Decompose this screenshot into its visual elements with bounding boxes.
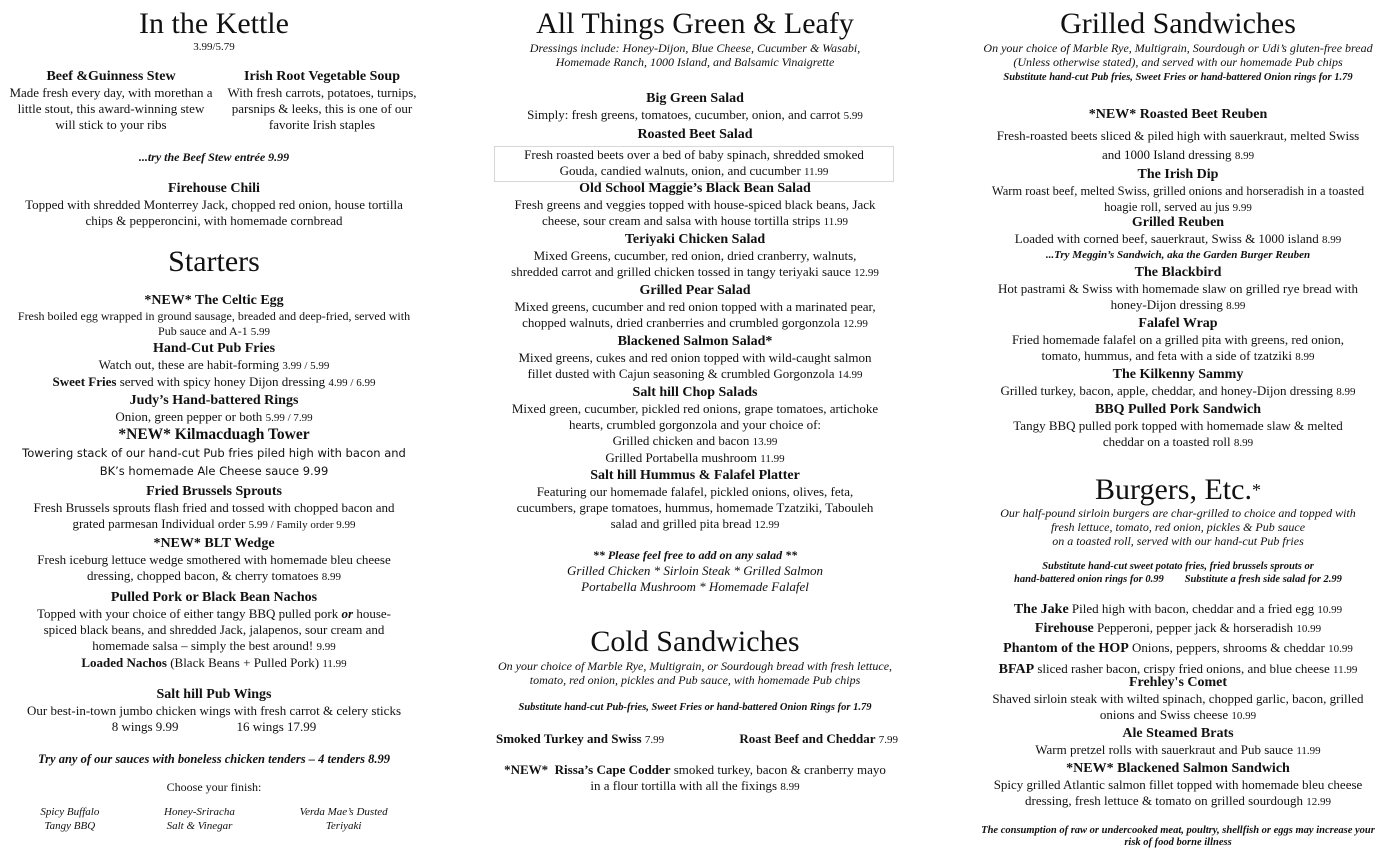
nachos-line2: spiced black beans, and shredded Jack, jalapenos, sour cream and — [43, 622, 385, 637]
left-column — [8, 0, 420, 856]
beet-salad-line1: Fresh roasted beets over a bed of baby spinach, shredded smoked — [524, 147, 864, 162]
sprouts-price: 5.99 / Family order 9.99 — [248, 519, 356, 531]
beet-reuben-price: 8.99 — [1234, 150, 1255, 162]
sweet-fries-desc: served with spicy honey Dijon dressing — [119, 374, 326, 389]
burger-list — [978, 600, 1378, 680]
reuben-price: 8.99 — [1321, 234, 1342, 246]
maggie-salad-line2: cheese, sour cream and salsa with house tortilla strips — [542, 213, 821, 228]
nachos-line1a: Topped with your choice of either tangy BBQ pulled pork — [36, 606, 339, 621]
comet-line1: Shaved sirloin steak with wilted spinach, chopped garlic, bacon, grilled — [992, 691, 1364, 706]
kettle-price: 3.99/5.79 — [193, 41, 235, 53]
grilled-sub-note: Substitute hand-cut Pub fries, Sweet Fries or hand-battered Onion rings for 1.79 — [1003, 72, 1353, 83]
codder-name: Rissa’s Cape Codder — [554, 762, 671, 777]
beet-salad-item — [490, 126, 900, 182]
nachos-name: Pulled Pork or Black Bean Nachos — [110, 590, 318, 605]
tower-line2: BK’s homemade Ale Cheese sauce — [99, 464, 300, 478]
tower-line1: Towering stack of our hand-cut Pub fries piled high with bacon and — [22, 446, 406, 460]
irish-dip-price: 9.99 — [1232, 202, 1252, 214]
comet-price: 10.99 — [1231, 710, 1257, 722]
celtic-egg-price: 5.99 — [250, 326, 270, 338]
chop-option-portabella-price: 11.99 — [760, 453, 785, 465]
chop-salad-name: Salt hill Chop Salads — [632, 385, 758, 400]
hummus-platter-item — [490, 467, 900, 533]
beet-salad-line2: Gouda, candied walnuts, onion, and cucumber — [559, 163, 801, 178]
celtic-egg-name: *NEW* The Celtic Egg — [144, 293, 284, 308]
beef-sandwich — [739, 731, 898, 748]
beef-sandwich-price: 7.99 — [878, 734, 898, 746]
tower-name: *NEW* Kilmacduagh Tower — [118, 426, 310, 443]
hummus-platter-line2: cucumbers, grape tomatoes, hummus, homemade Tzatziki, Tabouleh — [516, 500, 874, 515]
sprouts-line1: Fresh Brussels sprouts flash fried and tossed with chopped bacon and — [33, 500, 395, 515]
burgers-desc-line3: on a toasted roll, served with our hand-cut Pub fries — [1052, 534, 1304, 548]
rings-item — [8, 392, 420, 426]
salad-addons — [490, 548, 900, 595]
burgers-title-star: * — [1251, 480, 1261, 500]
salmon-salad-item — [490, 333, 900, 383]
teriyaki-salad-line1: Mixed Greens, cucumber, red onion, dried cranberry, walnuts, — [533, 248, 857, 263]
loaded-nachos-desc: (Black Beans + Pulled Pork) — [170, 655, 320, 670]
right-column — [978, 0, 1378, 856]
raw-food-disclaimer: The consumption of raw or undercooked meat, poultry, shellfish or eggs may increase your risk of food borne illness — [981, 825, 1375, 848]
teriyaki-salad-price: 12.99 — [854, 267, 879, 279]
kilkenny-name: The Kilkenny Sammy — [1112, 367, 1244, 382]
burgers-sub-line1: Substitute hand-cut sweet potato fries, fried brussels sprouts or — [1042, 561, 1314, 572]
jake-price: 10.99 — [1317, 604, 1343, 616]
firehouse-name: Firehouse — [1034, 621, 1094, 636]
nachos-price: 9.99 — [316, 641, 336, 653]
sprouts-line2: grated parmesan Individual order — [72, 516, 246, 531]
bbq-pork-price: 8.99 — [1233, 437, 1254, 449]
falafel-wrap-name: Falafel Wrap — [1138, 316, 1218, 331]
stew-desc: Made fresh every day, with morethan a little stout, this award-winning stew will stick to your ribs — [9, 85, 213, 132]
chili-name: Firehouse Chili — [168, 181, 260, 196]
firehouse-desc: Pepperoni, pepper jack & horseradish — [1097, 620, 1294, 635]
sprouts-name: Fried Brussels Sprouts — [146, 484, 282, 499]
finish-option: Verda Mae’s Dusted — [299, 806, 388, 818]
cold-sub-note: Substitute hand-cut Pub-fries, Sweet Fries or hand-battered Onion Rings for 1.79 — [518, 702, 872, 713]
stew-item — [8, 68, 214, 133]
chop-salad-line1: Mixed green, cucumber, pickled red onions, grape tomatoes, artichoke — [511, 401, 879, 416]
pub-fries-desc: Watch out, these are habit-forming — [98, 357, 280, 372]
chili-desc: Topped with shredded Monterrey Jack, chopped red onion, house tortilla chips & pepperoncini, with homemade cornbread — [25, 197, 403, 228]
beet-reuben-line1: Fresh-roasted beets sliced & piled high with sauerkraut, melted Swiss — [996, 128, 1360, 143]
chop-option-portabella: Grilled Portabella mushroom — [605, 450, 758, 465]
bbq-pork-name: BBQ Pulled Pork Sandwich — [1094, 402, 1262, 417]
salmon-sandwich-line2: dressing, fresh lettuce & tomato on grilled sourdough — [1024, 793, 1303, 808]
falafel-wrap-price: 8.99 — [1295, 351, 1315, 363]
comet-item — [978, 674, 1378, 724]
blackbird-item — [978, 264, 1378, 314]
salmon-sandwich-name: *NEW* Blackened Salmon Sandwich — [1066, 761, 1290, 776]
bbq-pork-line2: cheddar on a toasted roll — [1102, 434, 1231, 449]
bbq-pork-item — [978, 401, 1378, 451]
cold-title: Cold Sandwiches — [590, 625, 800, 658]
wings-option-8: 8 wings 9.99 — [111, 719, 179, 734]
sweet-fries-price: 4.99 / 6.99 — [328, 377, 376, 389]
reuben-item — [978, 214, 1378, 262]
entree-note: ...try the Beef Stew entrée 9.99 — [138, 150, 290, 164]
brats-name: Ale Steamed Brats — [1122, 726, 1234, 741]
nachos-or: or — [341, 606, 354, 621]
finish-option: Teriyaki — [325, 820, 362, 832]
hummus-platter-line1: Featuring our homemade falafel, pickled onions, olives, feta, — [536, 484, 854, 499]
kilkenny-price: 8.99 — [1336, 386, 1356, 398]
chop-salad-line2: hearts, crumbled gorgonzola and your choice of: — [568, 417, 822, 432]
hummus-platter-name: Salt hill Hummus & Falafel Platter — [590, 468, 800, 483]
soup-item — [224, 68, 420, 133]
turkey-sandwich-name: Smoked Turkey and Swiss — [496, 731, 642, 746]
burgers-desc — [978, 506, 1378, 548]
comet-line2: onions and Swiss cheese — [1099, 707, 1229, 722]
brats-item — [978, 725, 1378, 759]
big-green-item — [490, 90, 900, 124]
burgers-desc-line1: Our half-pound sirloin burgers are char-grilled to choice and topped with — [1000, 506, 1356, 520]
loaded-nachos-price: 11.99 — [322, 658, 347, 670]
grilled-desc: On your choice of Marble Rye, Multigrain, Sourdough or Udi’s gluten-free bread (Unless otherwise stated), and served with our homemade Pub chips — [983, 41, 1373, 69]
blt-item — [8, 535, 420, 585]
beet-salad-price: 11.99 — [804, 166, 829, 178]
salmon-salad-price: 14.99 — [837, 369, 863, 381]
grilled-title: Grilled Sandwiches — [1060, 7, 1296, 40]
bfap-desc: sliced rasher bacon, crispy fried onions, and blue cheese — [1037, 661, 1330, 676]
wings-item — [8, 686, 420, 735]
reuben-desc: Loaded with corned beef, sauerkraut, Swiss & 1000 island — [1014, 231, 1319, 246]
pear-salad-name: Grilled Pear Salad — [639, 283, 751, 298]
brats-price: 11.99 — [1296, 745, 1321, 757]
wings-name: Salt hill Pub Wings — [156, 687, 272, 702]
maggie-salad-item — [490, 180, 900, 230]
rings-desc: Onion, green pepper or both — [115, 409, 263, 424]
comet-name: Frehley's Comet — [1128, 675, 1228, 690]
rings-price: 5.99 / 7.99 — [265, 412, 313, 424]
rings-name: Judy’s Hand-battered Rings — [129, 393, 299, 408]
celtic-egg-desc: Fresh boiled egg wrapped in ground sausage, breaded and deep-fried, served with Pub sauce and A-1 — [17, 309, 411, 338]
pub-fries-price: 3.99 / 5.99 — [282, 360, 330, 372]
codder-item — [490, 762, 900, 795]
big-green-desc: Simply: fresh greens, tomatoes, cucumber, onion, and carrot — [527, 107, 841, 122]
tower-item — [8, 426, 420, 480]
cold-desc: On your choice of Marble Rye, Multigrain, or Sourdough bread with fresh lettuce, tomato, red onion, pickles and Pub sauce, with homemade Pub chips — [497, 659, 893, 687]
addon-line2: Portabella Mushroom * Homemade Falafel — [581, 579, 809, 594]
codder-line2: in a flour tortilla with all the fixings — [590, 778, 778, 793]
beet-salad-name: Roasted Beet Salad — [637, 127, 753, 142]
burgers-title: Burgers, Etc. — [1095, 473, 1252, 506]
wings-option-16: 16 wings 17.99 — [236, 719, 317, 734]
soup-desc: With fresh carrots, potatoes, turnips, parsnips & leeks, this is one of our favorite Irish staples — [227, 85, 417, 132]
firehouse-price: 10.99 — [1296, 623, 1322, 635]
beet-reuben-name: *NEW* Roasted Beet Reuben — [1088, 107, 1268, 122]
pear-salad-line1: Mixed greens, cucumber and red onion topped with a marinated pear, — [514, 299, 876, 314]
finish-option: Honey-Sriracha — [164, 806, 235, 818]
maggie-salad-line1: Fresh greens and veggies topped with house-spiced black beans, Jack — [514, 197, 876, 212]
kilkenny-item — [978, 366, 1378, 400]
pear-salad-item — [490, 282, 900, 332]
starters-title: Starters — [168, 245, 260, 278]
teriyaki-salad-line2: shredded carrot and grilled chicken tossed in tangy teriyaki sauce — [511, 264, 851, 279]
blackbird-line1: Hot pastrami & Swiss with homemade slaw on grilled rye bread with — [998, 281, 1358, 296]
finish-title: Choose your finish: — [166, 780, 262, 794]
codder-line1: smoked turkey, bacon & cranberry mayo — [673, 762, 886, 777]
kettle-title: In the Kettle — [139, 7, 289, 40]
jake-name: The Jake — [1013, 602, 1069, 617]
wings-desc: Our best-in-town jumbo chicken wings with fresh carrot & celery sticks — [26, 703, 402, 718]
bbq-pork-line1: Tangy BBQ pulled pork topped with homemade slaw & melted — [1013, 418, 1343, 433]
falafel-wrap-line2: tomato, hummus, and feta with a side of tzatziki — [1041, 348, 1293, 363]
meggin-note: ...Try Meggin’s Sandwich, aka the Garden Burger Reuben — [1045, 249, 1311, 261]
beet-reuben-item — [978, 106, 1378, 165]
loaded-nachos-name: Loaded Nachos — [81, 655, 167, 670]
brats-desc: Warm pretzel rolls with sauerkraut and Pub sauce — [1035, 742, 1294, 757]
beef-sandwich-name: Roast Beef and Cheddar — [739, 731, 876, 746]
salmon-sandwich-item — [978, 760, 1378, 810]
turkey-sandwich — [496, 731, 664, 748]
blt-name: *NEW* BLT Wedge — [153, 536, 275, 551]
burgers-title-row — [978, 472, 1378, 508]
codder-tag: *NEW* — [504, 762, 549, 777]
irish-dip-line2: hoagie roll, served au jus — [1104, 200, 1230, 214]
reuben-name: Grilled Reuben — [1131, 215, 1225, 230]
kilkenny-desc: Grilled turkey, bacon, apple, cheddar, and honey-Dijon dressing — [1000, 383, 1334, 398]
finish-option: Tangy BBQ — [44, 820, 96, 832]
burgers-desc-line2: fresh lettuce, tomato, red onion, pickles & Pub sauce — [1050, 520, 1306, 534]
phantom-name: Phantom of the HOP — [1003, 641, 1129, 656]
celtic-egg-item — [8, 292, 420, 340]
chop-option-chicken-price: 13.99 — [752, 436, 778, 448]
finish-options — [8, 805, 420, 833]
nachos-line3: homemade salsa – simply the best around! — [92, 638, 314, 653]
tower-price: 9.99 — [302, 464, 329, 478]
teriyaki-salad-item — [490, 231, 900, 281]
pear-salad-price: 12.99 — [843, 318, 868, 330]
beet-reuben-line2: and 1000 Island dressing — [1101, 147, 1232, 162]
falafel-wrap-line1: Fried homemade falafel on a grilled pita with greens, red onion, — [1011, 332, 1345, 347]
salads-title: All Things Green & Leafy — [536, 7, 854, 40]
chili-item — [8, 180, 420, 229]
chop-option-chicken: Grilled chicken and bacon — [612, 433, 750, 448]
irish-dip-item — [978, 166, 1378, 216]
burgers-sub-line2a: hand-battered onion rings for 0.99 — [1014, 574, 1164, 585]
blackbird-price: 8.99 — [1226, 300, 1246, 312]
big-green-price: 5.99 — [843, 110, 863, 122]
hummus-platter-price: 12.99 — [754, 519, 780, 531]
salmon-sandwich-price: 12.99 — [1306, 796, 1331, 808]
maggie-salad-price: 11.99 — [823, 216, 848, 228]
irish-dip-name: The Irish Dip — [1137, 167, 1219, 182]
phantom-desc: Onions, peppers, shrooms & cheddar — [1132, 640, 1325, 655]
pub-fries-name: Hand-Cut Pub Fries — [152, 341, 276, 356]
phantom-price: 10.99 — [1328, 643, 1353, 655]
hummus-platter-line3: salad and grilled pita bread — [610, 516, 752, 531]
nachos-line1b: house- — [356, 606, 391, 621]
salads-dressings: Dressings include: Honey-Dijon, Blue Cheese, Cucumber & Wasabi, Homemade Ranch, 1000 Island, and Balsamic Vinaigrette — [529, 41, 861, 69]
codder-price: 8.99 — [780, 781, 800, 793]
irish-dip-line1: Warm roast beef, melted Swiss, grilled onions and horseradish in a toasted — [991, 184, 1365, 198]
stew-name: Beef &Guinness Stew — [46, 69, 176, 84]
blt-line2: dressing, chopped bacon, & cherry tomatoes — [87, 568, 319, 583]
addon-title: ** Please feel free to add on any salad ** — [592, 548, 798, 562]
blt-line1: Fresh iceburg lettuce wedge smothered with homemade bleu cheese — [37, 552, 391, 567]
big-green-name: Big Green Salad — [646, 91, 744, 106]
nachos-item — [8, 589, 420, 672]
falafel-wrap-item — [978, 315, 1378, 365]
blackbird-line2: honey-Dijon dressing — [1110, 297, 1223, 312]
turkey-sandwich-price: 7.99 — [644, 734, 665, 746]
salmon-salad-line2: fillet dusted with Cajun seasoning & crumbled Gorgonzola — [527, 366, 835, 381]
pub-fries-item — [8, 340, 420, 391]
salmon-sandwich-line1: Spicy grilled Atlantic salmon fillet topped with homemade bleu cheese — [993, 777, 1363, 792]
finish-option: Spicy Buffalo — [40, 806, 100, 818]
sweet-fries-name: Sweet Fries — [52, 374, 117, 389]
addon-line1: Grilled Chicken * Sirloin Steak * Grilled Salmon — [567, 563, 823, 578]
finish-option: Salt & Vinegar — [166, 820, 233, 832]
bfap-price: 11.99 — [1333, 664, 1358, 676]
blackbird-name: The Blackbird — [1134, 265, 1222, 280]
blt-price: 8.99 — [321, 571, 341, 583]
chop-salad-item — [490, 384, 900, 467]
jake-desc: Piled high with bacon, cheddar and a fried egg — [1071, 601, 1315, 616]
bfap-name: BFAP — [998, 662, 1035, 677]
sprouts-item — [8, 483, 420, 533]
soup-name: Irish Root Vegetable Soup — [244, 69, 400, 84]
teriyaki-salad-name: Teriyaki Chicken Salad — [624, 232, 766, 247]
salmon-salad-name: Blackened Salmon Salad* — [617, 334, 773, 349]
pear-salad-line2: chopped walnuts, dried cranberries and crumbled gorgonzola — [522, 315, 840, 330]
burgers-sub-note — [978, 560, 1378, 586]
cold-sandwich-row — [490, 731, 900, 748]
tenders-note: Try any of our sauces with boneless chicken tenders – 4 tenders 8.99 — [38, 752, 390, 766]
middle-column — [490, 0, 900, 856]
burgers-sub-line2b: Substitute a fresh side salad for 2.99 — [1184, 574, 1342, 585]
maggie-salad-name: Old School Maggie’s Black Bean Salad — [579, 181, 811, 196]
salmon-salad-line1: Mixed greens, cukes and red onion topped with wild-caught salmon — [518, 350, 872, 365]
